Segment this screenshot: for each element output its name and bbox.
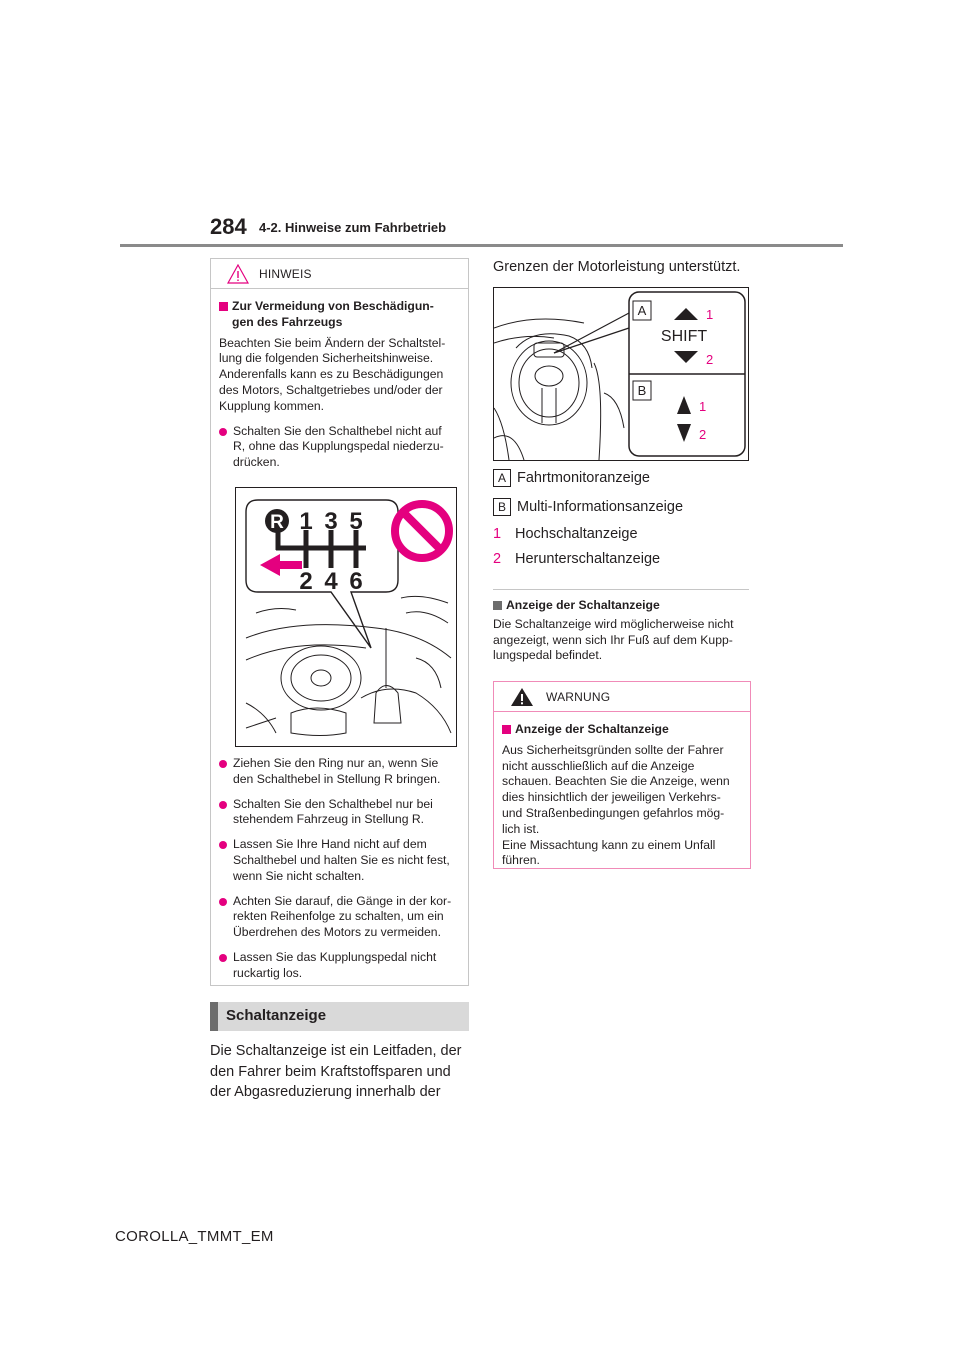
divider <box>493 589 749 590</box>
warning-icon <box>510 687 534 707</box>
dashboard-drawing <box>494 288 748 460</box>
hinweis-intro: Beachten Sie beim Ändern der Schaltstel-lung die folgenden Sicherheitshinweise. Anderenfalls kann es zu Beschädigungen des Motors, Schaltgetriebes und/oder der Kupplung kommen. <box>219 335 446 413</box>
legend-key: B <box>493 498 511 516</box>
panel-label-a: A <box>637 303 647 318</box>
round-bullet-icon <box>219 954 227 962</box>
round-bullet-icon <box>219 760 227 768</box>
round-bullet-icon <box>219 898 227 906</box>
hinweis-bullet: Schalten Sie den Schalthebel nicht auf R, ohne das Kupplungspedal niederzu-drücken. <box>219 424 454 471</box>
schaltanzeige-body: Die Schaltanzeige ist ein Leitfaden, der den Fahrer beim Kraftstoffsparen und der Abgasreduzierung innerhalb der <box>210 1043 462 1100</box>
legend-item <box>493 469 650 487</box>
panel-label-b: B <box>637 383 647 398</box>
gearshift-drawing <box>236 488 456 746</box>
section-title: 4-2. Hinweise zum Fahrbetrieb <box>259 220 447 235</box>
header-divider <box>120 244 843 247</box>
legend-item <box>493 526 638 542</box>
hinweis-box <box>210 258 469 986</box>
warnung-subheading: Anzeige der Schaltanzeige <box>502 722 736 738</box>
legend-key: 1 <box>493 526 502 542</box>
panel-b-num-1: 1 <box>699 399 707 414</box>
legend-key: 2 <box>493 551 502 567</box>
legend-key: A <box>493 469 511 487</box>
hinweis-bullet: Schalten Sie den Schalthebel nur bei stehendem Fahrzeug in Stellung R. <box>219 797 454 829</box>
warnung-header <box>494 682 750 712</box>
gearshift-illustration <box>235 487 457 747</box>
square-bullet-icon <box>493 601 502 610</box>
square-bullet-icon <box>502 725 511 734</box>
legend-item <box>493 498 683 516</box>
gear-label-5: 5 <box>349 507 363 535</box>
section-heading-schaltanzeige: Schaltanzeige <box>210 1002 469 1031</box>
legend-text: Hochschaltanzeige <box>515 526 638 542</box>
shift-label: SHIFT <box>660 328 708 345</box>
caution-icon <box>227 264 249 284</box>
hinweis-bullet: Achten Sie darauf, die Gänge in der kor-rekten Reihenfolge zu schalten, um ein Überdrehen des Motors zu vermeiden. <box>219 894 454 941</box>
hinweis-label: HINWEIS <box>259 267 312 281</box>
legend-text: Herunterschaltanzeige <box>515 551 661 567</box>
gear-reverse-label: R <box>270 511 284 533</box>
hinweis-header <box>211 259 468 289</box>
round-bullet-icon <box>219 841 227 849</box>
hinweis-bullet: Ziehen Sie den Ring nur an, wenn Sie den Schalthebel in Stellung R bringen. <box>219 756 454 788</box>
hinweis-bullet: Lassen Sie das Kupplungspedal nicht ruckartig los. <box>219 950 454 982</box>
warnung-label: WARNUNG <box>546 690 611 704</box>
legend-text: Fahrtmonitoranzeige <box>517 470 650 486</box>
gear-label-6: 6 <box>349 567 363 595</box>
note-text: Die Schaltanzeige wird möglicherweise nicht angezeigt, wenn sich Ihr Fuß auf dem Kupp-lungspedal befindet. <box>493 616 734 663</box>
legend-text: Multi-Informationsanzeige <box>517 499 684 515</box>
panel-a-num-1: 1 <box>706 307 714 322</box>
gear-label-2: 2 <box>299 567 313 595</box>
square-bullet-icon <box>219 302 228 311</box>
warnung-box <box>493 681 751 869</box>
note-heading: Anzeige der Schaltanzeige <box>493 598 751 614</box>
hinweis-subheading: Zur Vermeidung von Beschädigun-gen des Fahrzeugs <box>219 299 454 331</box>
warnung-text: Aus Sicherheitsgründen sollte der Fahrer nicht ausschließlich auf die Anzeige schauen. Beachten Sie die Anzeige, wenn dies hinsichtlich der jeweiligen Verkehrs- und Straßenbedingungen gefahrlos mög-lich ist. <box>502 742 730 836</box>
round-bullet-icon <box>219 428 227 436</box>
panel-b-num-2: 2 <box>699 427 707 442</box>
warnung-text-2: Eine Missachtung kann zu einem Unfall führen. <box>502 837 716 868</box>
gear-label-3: 3 <box>324 507 338 535</box>
legend-item <box>493 551 660 567</box>
schaltanzeige-body-continued: Grenzen der Motorleistung unterstützt. <box>493 259 741 275</box>
note-block <box>493 596 751 664</box>
gear-label-1: 1 <box>299 507 313 535</box>
round-bullet-icon <box>219 801 227 809</box>
hinweis-bullet: Lassen Sie Ihre Hand nicht auf dem Schalthebel und halten Sie es nicht fest, wenn Sie nicht schalten. <box>219 837 454 884</box>
footer-code: COROLLA_TMMT_EM <box>115 1228 274 1245</box>
panel-a-num-2: 2 <box>706 352 714 367</box>
prohibition-icon <box>395 504 449 558</box>
shift-indicator-illustration <box>493 287 749 461</box>
page-number: 284 <box>210 214 247 239</box>
gear-label-4: 4 <box>324 567 338 595</box>
